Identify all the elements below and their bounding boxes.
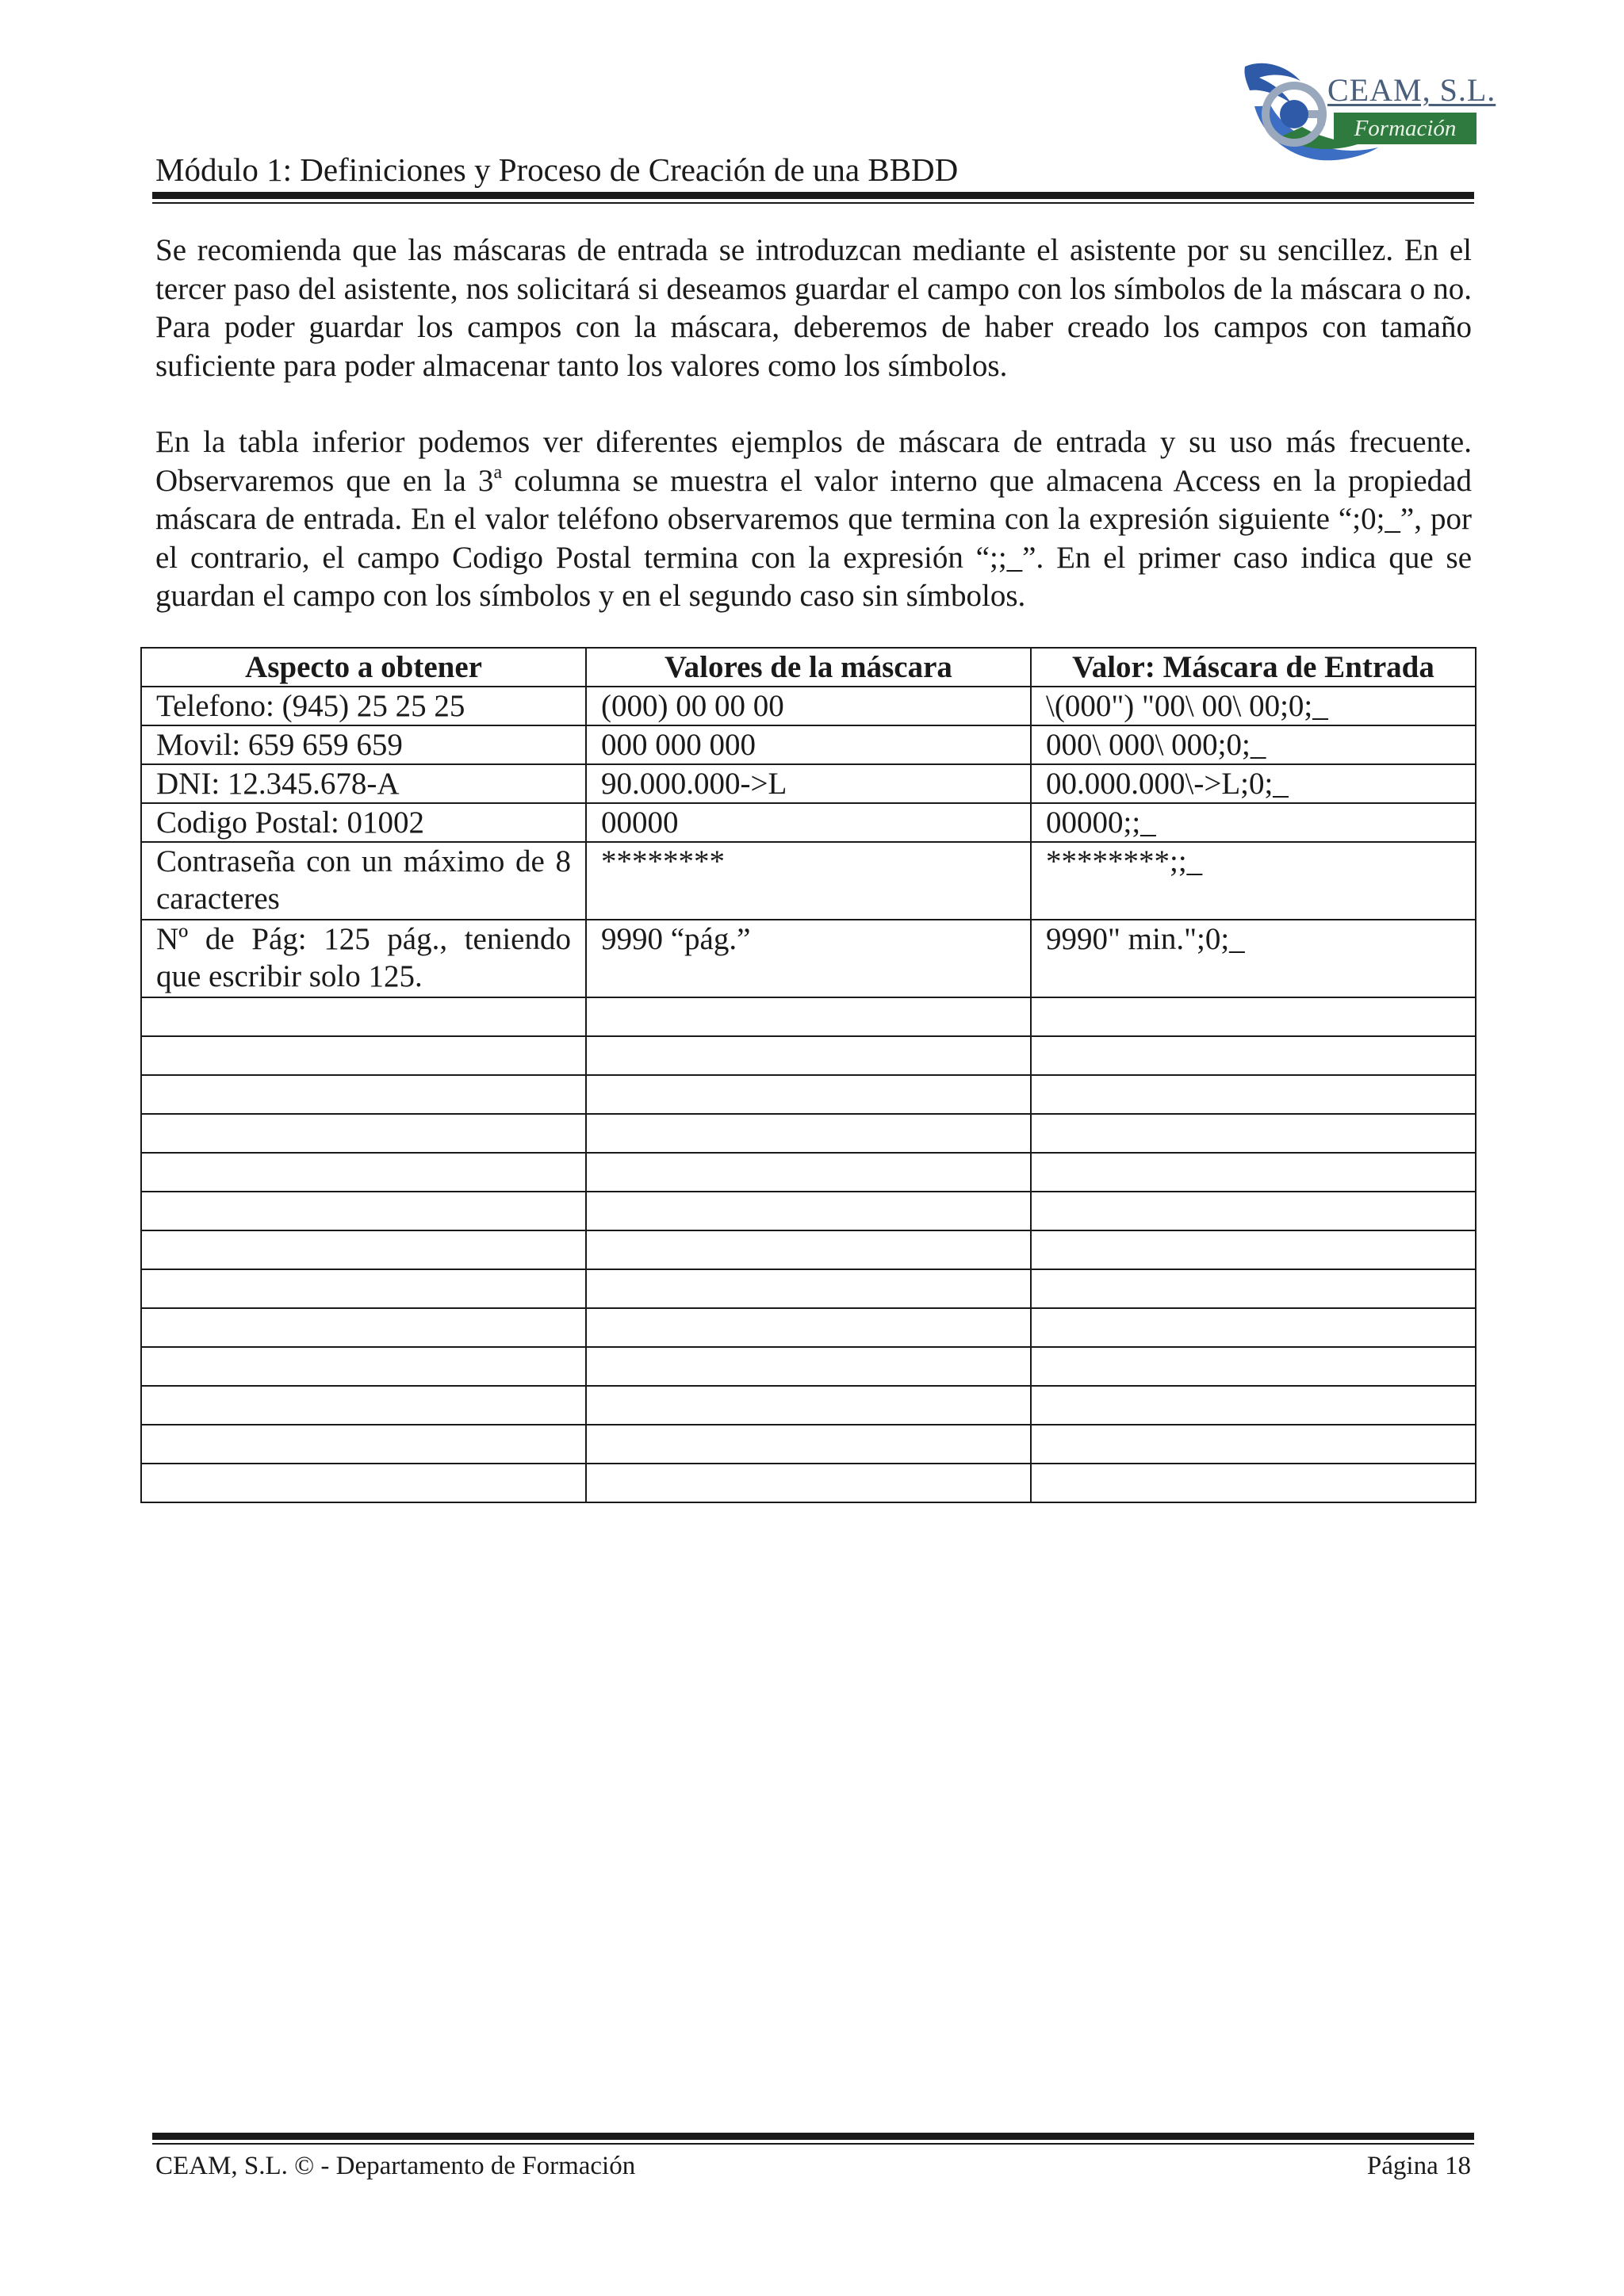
table-cell-empty [586,1153,1031,1192]
table-cell-empty [586,1269,1031,1308]
table-cell: Codigo Postal: 01002 [141,803,586,842]
table-cell: 00.000.000\->L;0;_ [1031,764,1476,803]
table-cell-empty [586,1347,1031,1386]
table-row-empty [141,1464,1476,1502]
table-cell-empty [1031,1075,1476,1114]
table-cell-empty [141,1036,586,1075]
page-number: Página 18 [1366,2152,1471,2180]
table-cell: Movil: 659 659 659 [141,725,586,764]
table-cell-empty [1031,1425,1476,1464]
table-cell-empty [1031,1347,1476,1386]
paragraph-text-b: columna se muestra el valor interno que almacena Access en la propiedad máscara de entrada. En el valor teléfono observaremos que termina con la expresión siguiente “;0;_”, por el contrario, el campo Codigo Postal termina con la expresión “;;_”. En el primer caso indica que se guardan el campo con los símbolos y en el segundo caso sin símbolos. [155,463,1472,613]
table-row-empty [141,1386,1476,1425]
table-cell: 90.000.000->L [586,764,1031,803]
table-row [141,842,1476,920]
ordinal-superscript: a [493,461,503,483]
paragraph-intro: Se recomienda que las máscaras de entrada se introduzcan mediante el asistente por su sencillez. En el tercer paso del asistente, nos solicitará si deseamos guardar el campo con los símbolos de la máscara o no. Para poder guardar los campos con la máscara, deberemos de haber creado los campos con tamaño suficiente para poder almacenar tanto los valores como los símbolos. [155,233,1472,383]
table-cell-empty [586,1114,1031,1153]
table-row-empty [141,1153,1476,1192]
table-header-cell: Valor: Máscara de Entrada [1031,648,1476,687]
table-cell-empty [141,1230,586,1269]
input-mask-table [140,647,1477,1503]
table-cell-empty [586,1192,1031,1230]
table-row [141,687,1476,725]
table-cell-empty [141,1269,586,1308]
table-cell: 000\ 000\ 000;0;_ [1031,725,1476,764]
table-cell-empty [1031,1308,1476,1347]
table-cell: ******** [586,842,1031,920]
table-cell: 9990 “pág.” [586,920,1031,997]
table-cell-empty [586,997,1031,1036]
logo-company-name: CEAM, S.L. [1327,72,1496,108]
table-row-empty [141,1269,1476,1308]
table-cell-empty [1031,1269,1476,1308]
table-cell-empty [141,1464,586,1502]
table-cell-empty [141,1308,586,1347]
table-cell-empty [586,1230,1031,1269]
table-cell: Nº de Pág: 125 pág., teniendo que escribir solo 125. [141,920,586,997]
table-cell: \(000") "00\ 00\ 00;0;_ [1031,687,1476,725]
table-row-empty [141,1308,1476,1347]
table-header-cell: Valores de la máscara [586,648,1031,687]
page-content [155,232,1472,616]
table-cell-empty [586,1425,1031,1464]
table-cell-empty [141,1192,586,1230]
module-title: Módulo 1: Definiciones y Proceso de Creación de una BBDD [155,151,959,188]
table-cell-empty [141,1425,586,1464]
table-cell-empty [586,1464,1031,1502]
table-cell-empty [1031,1464,1476,1502]
footer-copyright: CEAM, S.L. © - Departamento de Formación [155,2152,636,2180]
table-cell-empty [141,1386,586,1425]
table-row [141,920,1476,997]
table-row-empty [141,1230,1476,1269]
table-row-empty [141,1425,1476,1464]
table-row-empty [141,997,1476,1036]
table-row [141,725,1476,764]
table-row-empty [141,1192,1476,1230]
table-row [141,803,1476,842]
table-cell-empty [1031,997,1476,1036]
table-cell-empty [586,1386,1031,1425]
logo-g-center [1280,100,1308,128]
table-cell-empty [1031,1036,1476,1075]
table-cell-empty [586,1075,1031,1114]
table-cell: 00000;;_ [1031,803,1476,842]
table-row-empty [141,1036,1476,1075]
table-row-empty [141,1347,1476,1386]
table-cell-empty [1031,1386,1476,1425]
table-header-cell: Aspecto a obtener [141,648,586,687]
table-cell: (000) 00 00 00 [586,687,1031,725]
table-cell-empty [586,1308,1031,1347]
page-footer [152,2133,1474,2180]
table-row-empty [141,1114,1476,1153]
paragraph-table-explanation [155,423,1472,616]
ceam-logo [1239,59,1496,166]
table-cell: DNI: 12.345.678-A [141,764,586,803]
table-cell-empty [586,1036,1031,1075]
table-cell-empty [141,1347,586,1386]
table-cell: Contraseña con un máximo de 8 caracteres [141,842,586,920]
input-mask-table-wrapper [140,647,1475,1503]
table-cell: Telefono: (945) 25 25 25 [141,687,586,725]
header-rule [152,192,1474,199]
table-cell-empty [1031,1153,1476,1192]
table-cell-empty [141,1153,586,1192]
table-header-row [141,648,1476,687]
table-cell-empty [1031,1192,1476,1230]
table-cell: 00000 [586,803,1031,842]
table-cell-empty [1031,1114,1476,1153]
paragraph-text-a: En la tabla inferior podemos ver diferentes ejemplos de máscara de entrada y su uso más frecuente. Observaremos que en la 3 [155,425,1472,498]
table-cell-empty [141,997,586,1036]
table-cell-empty [1031,1230,1476,1269]
table-row [141,764,1476,803]
table-cell: 9990" min.";0;_ [1031,920,1476,997]
table-cell-empty [141,1114,586,1153]
table-cell-empty [141,1075,586,1114]
table-row-empty [141,1075,1476,1114]
footer-rule [152,2133,1474,2140]
table-cell: 000 000 000 [586,725,1031,764]
logo-tagline: Formación [1334,113,1477,144]
table-cell: ********;;_ [1031,842,1476,920]
